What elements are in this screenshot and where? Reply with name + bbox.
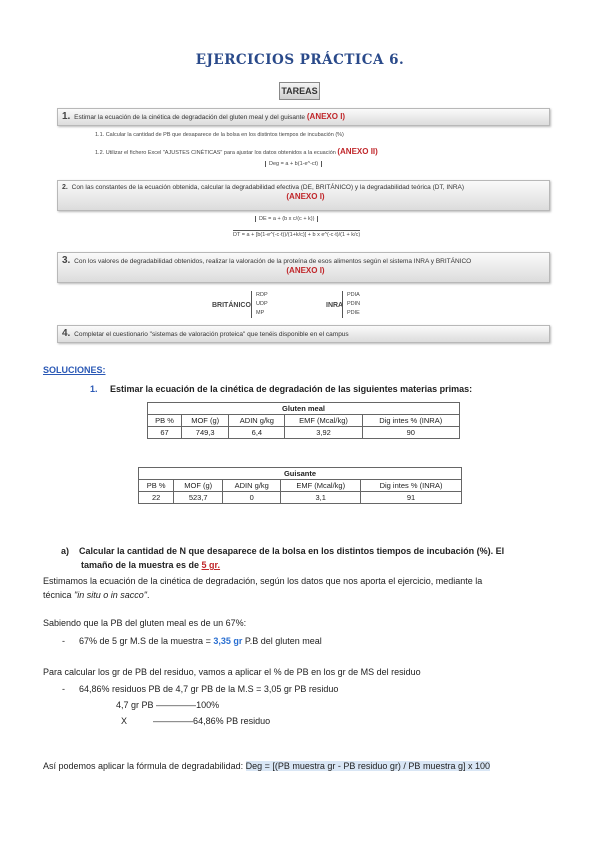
- table-header: MOF (g): [182, 415, 229, 427]
- table-cell: 3,1: [281, 492, 361, 504]
- task-1-sub2-text: 1.2. Utilizar el fichero Excel "AJUSTES CINÉTICAS" para ajustar los datos obtenidos a la ecuación: [95, 150, 336, 156]
- rule-x: X: [121, 716, 128, 726]
- table-header: ADIN g/kg: [223, 480, 281, 492]
- task-4-number: 4.: [62, 328, 71, 339]
- pb-bullet-suffix: P.B del gluten meal: [242, 636, 322, 646]
- paragraph-pb-bullet: - 67% de 5 gr M.S de la muestra = 3,35 gr P.B del gluten meal: [62, 636, 322, 646]
- pb-bullet-text: 67% de 5 gr M.S de la muestra =: [79, 636, 214, 646]
- pb-value: 3,35 gr: [213, 636, 243, 646]
- task-3-number: 3.: [62, 255, 71, 266]
- table-header: Dig intes % (INRA): [361, 480, 462, 492]
- task-2-anexo: (ANEXO I): [286, 192, 325, 201]
- britanico-item: MP: [256, 310, 265, 316]
- inra-label: INRA: [326, 302, 344, 309]
- table-cell: 523,7: [174, 492, 223, 504]
- inra-list: [342, 291, 360, 318]
- table-header: EMF (Mcal/kg): [281, 480, 361, 492]
- residuo-bullet-text: 64,86% residuos PB de 4,7 gr PB de la M.S = 3,05 gr PB residuo: [79, 684, 339, 694]
- task-1-bar: [57, 108, 550, 126]
- table-header: ADIN g/kg: [229, 415, 285, 427]
- task-1-sub2-anexo: (ANEXO II): [337, 147, 378, 156]
- task-4-bar: [57, 325, 550, 343]
- task-1-text: Estimar la ecuación de la cinética de degradación del gluten meal y del guisante: [74, 114, 306, 121]
- rule-of-three-line2: [121, 716, 270, 726]
- table-cell: 22: [139, 492, 174, 504]
- gluten-meal-table: [147, 402, 460, 439]
- guisante-table: [138, 467, 462, 504]
- task-1-formula: Deg = a + b(1-e^-ct): [265, 161, 322, 167]
- rule-of-three-line1: 4,7 gr PB ––––––––100%: [116, 700, 220, 710]
- task-4-text: Completar el cuestionario "sistemas de valoración proteica" que tenéis disponible en el campus: [74, 331, 349, 338]
- table-header: EMF (Mcal/kg): [285, 415, 362, 427]
- table-header: Dig intes % (INRA): [362, 415, 459, 427]
- part-a: [61, 544, 557, 572]
- table-header: PB %: [139, 480, 174, 492]
- britanico-label: BRITÁNICO: [212, 302, 251, 309]
- table-header-row: [148, 415, 460, 427]
- inra-item: PDIA: [347, 292, 360, 298]
- table-cell: 3,92: [285, 427, 362, 439]
- paragraph-residuo-bullet: - 64,86% residuos PB de 4,7 gr PB de la M.S = 3,05 gr PB residuo: [62, 684, 339, 694]
- task-2-number: 2.: [62, 184, 68, 191]
- table-cell: 91: [361, 492, 462, 504]
- paragraph-technique-prefix: técnica: [43, 590, 75, 600]
- part-a-line1: Calcular la cantidad de N que desaparece de la bolsa en los distintos tiempos de incubación (%). El: [79, 546, 505, 556]
- paragraph-formula: [43, 761, 490, 771]
- table-cell: 0: [223, 492, 281, 504]
- table-cell: 90: [362, 427, 459, 439]
- tareas-badge: TAREAS: [279, 82, 320, 100]
- task-3-anexo: (ANEXO I): [286, 266, 325, 275]
- britanico-list: [251, 291, 268, 318]
- paragraph-technique-suffix: .: [146, 590, 150, 600]
- task-2-formula-dt: DT = a + [b(1-e^(-c·t))/(1+k/c)] + b x e^(-c·t)/(1 + k/c): [233, 232, 361, 238]
- paragraph-residuo: Para calcular los gr de PB del residuo, vamos a aplicar el % de PB en los gr de MS del residuo: [43, 667, 421, 677]
- soluciones-heading: SOLUCIONES:: [43, 365, 106, 375]
- task-1-sub2: [95, 147, 378, 156]
- task-2-text: Con las constantes de la ecuación obtenida, calcular la degradabilidad efectiva (DE, BRITÁNICO) y la degradabilidad teórica (DT, INRA): [71, 184, 465, 191]
- task-2-bar: [57, 180, 550, 211]
- table-cell: 749,3: [182, 427, 229, 439]
- technique-name: "in situ o in sacco": [74, 590, 147, 600]
- table-header: MOF (g): [174, 480, 223, 492]
- task-1-number: 1.: [62, 111, 71, 122]
- britanico-item: RDP: [256, 292, 268, 298]
- inra-item: PDIN: [347, 301, 361, 307]
- part-a-label: a): [61, 546, 70, 556]
- table-header-row: [139, 480, 462, 492]
- part-a-line2: tamaño de la muestra es de: [81, 560, 202, 570]
- task-2-formula-de: DE = a + (b x c/(c + k)): [255, 216, 318, 222]
- table-cell: 67: [148, 427, 182, 439]
- table-row: [148, 427, 460, 439]
- sample-size-value: 5 gr.: [201, 560, 221, 570]
- table-cell: 6,4: [229, 427, 285, 439]
- solucion-item-1-number: 1.: [90, 384, 98, 394]
- degradability-formula: Deg = [(PB muestra gr - PB residuo gr) / PB muestra g] x 100: [245, 761, 490, 771]
- task-3-bar: [57, 252, 550, 283]
- task-1-sub1: 1.1. Calcular la cantidad de PB que desaparece de la bolsa en los distintos tiempos de incubación (%): [95, 132, 344, 138]
- table-header: PB %: [148, 415, 182, 427]
- guisante-table-title: Guisante: [139, 468, 462, 480]
- task-3-text: Con los valores de degradabilidad obtenidos, realizar la valoración de la proteína de esos alimentos según el sistema INRA y BRITÁNICO: [74, 258, 472, 265]
- solucion-item-1-text: Estimar la ecuación de la cinética de degradación de las siguientes materias primas:: [110, 384, 473, 394]
- rule-of-three-text: ––––––––64,86% PB residuo: [153, 716, 271, 726]
- paragraph-pb: Sabiendo que la PB del gluten meal es de un 67%:: [43, 618, 247, 628]
- gluten-table-title: Gluten meal: [148, 403, 460, 415]
- page-title: EJERCICIOS PRÁCTICA 6.: [195, 52, 405, 68]
- solucion-item-1: [90, 384, 472, 394]
- inra-item: PDIE: [347, 310, 360, 316]
- paragraph-technique-line1: Estimamos la ecuación de la cinética de degradación, según los datos que nos aporta el ejercicio, mediante la: [43, 576, 483, 586]
- formula-intro: Así podemos aplicar la fórmula de degradabilidad:: [43, 761, 246, 771]
- britanico-item: UDP: [256, 301, 268, 307]
- table-row: [139, 492, 462, 504]
- paragraph-technique: [43, 574, 559, 602]
- task-1-anexo: (ANEXO I): [306, 112, 346, 121]
